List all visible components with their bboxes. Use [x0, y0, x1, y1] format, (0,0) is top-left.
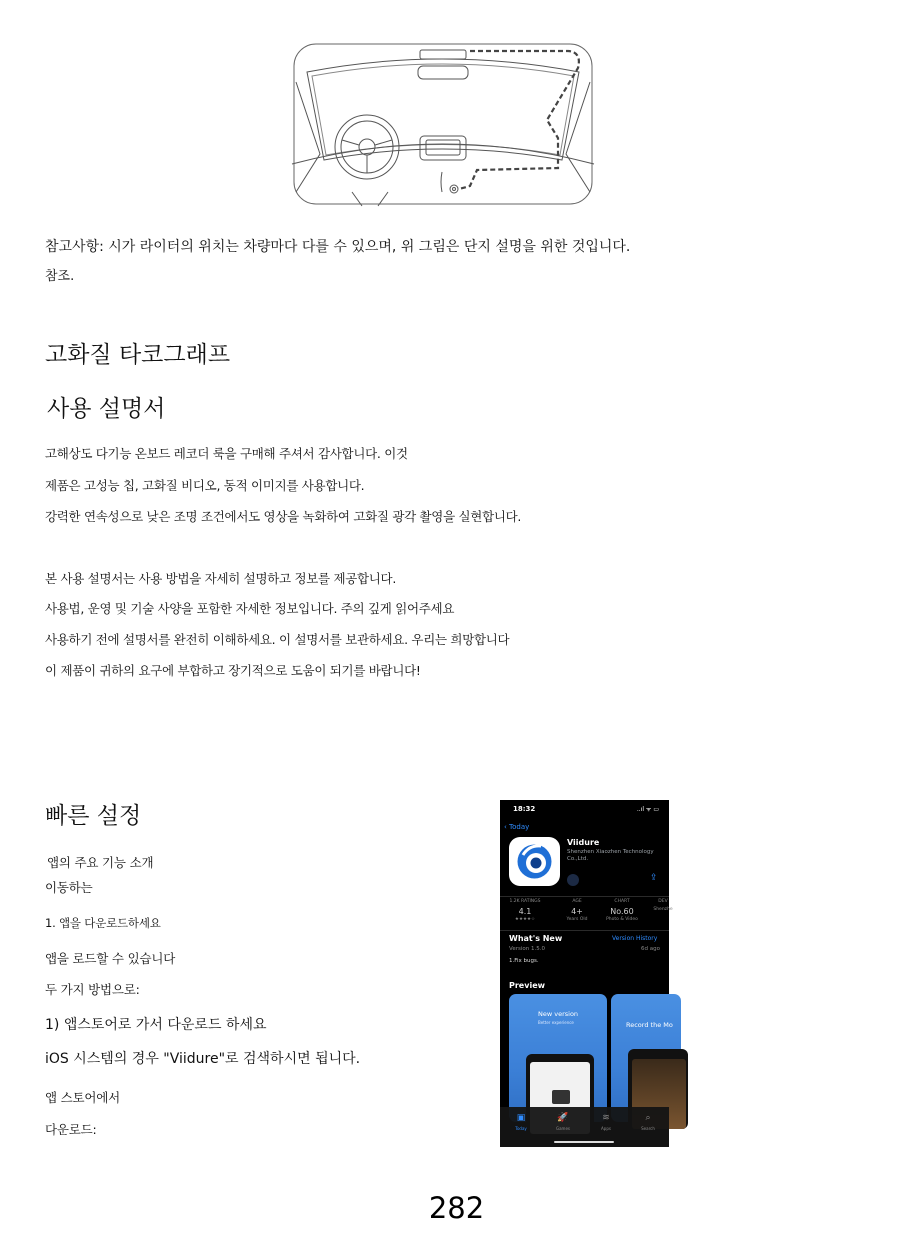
note-reference: 참조. [45, 269, 75, 284]
quick-setup-line: 앱의 주요 기능 소개 [47, 855, 154, 870]
tab-label: Today [515, 1126, 527, 1131]
tab-search[interactable] [631, 1113, 665, 1131]
whats-new-heading: What's New [509, 934, 563, 943]
home-indicator [554, 1141, 614, 1143]
intro-line: 고해상도 다기능 온보드 레코더 룩을 구매해 주셔서 감사합니다. 이것 [45, 446, 408, 461]
stat-value: No.60 [610, 907, 634, 916]
stat-age [557, 899, 597, 922]
tab-label: Games [556, 1126, 570, 1131]
version-label: Version 1.5.0 [509, 946, 545, 952]
intro-line: 사용하기 전에 설명서를 완전히 이해하세요. 이 설명서를 보관하세요. 우리는 희망합니다 [45, 632, 510, 647]
stat-value: 4+ [571, 907, 583, 916]
stat-ratings [505, 899, 545, 922]
tab-label: Apps [601, 1126, 611, 1131]
version-age: 6d ago [641, 946, 660, 952]
app-developer: Shenzhen Xiaozhen Technology Co.,Ltd. [567, 849, 654, 862]
quick-setup-line: 1) 앱스토어로 가서 다운로드 하세요 [45, 1017, 267, 1033]
intro-line: 제품은 고성능 칩, 고화질 비디오, 동적 이미지를 사용합니다. [45, 478, 365, 493]
stat-value: 4.1 [518, 907, 532, 916]
rocket-icon: 🚀 [557, 1113, 569, 1123]
preview-card[interactable] [509, 994, 607, 1122]
tab-label: Search [641, 1126, 655, 1131]
preview-card-title: New version [538, 1010, 579, 1018]
intro-line: 이 제품이 귀하의 요구에 부합하고 장기적으로 도움이 되기를 바랍니다! [45, 663, 421, 678]
back-link[interactable]: ‹ Today [504, 823, 530, 831]
quick-setup-line: 두 가지 방법으로: [45, 982, 140, 997]
stat-head: CHART [614, 899, 630, 904]
preview-card-title: Record the Mo [626, 1021, 673, 1029]
search-icon: ⌕ [645, 1113, 651, 1123]
quick-setup-line: 이동하는 [45, 880, 93, 895]
heading-subtitle: 사용 설명서 [47, 396, 166, 422]
tab-today[interactable] [504, 1113, 538, 1131]
preview-card-subtitle: Better experience [538, 1020, 574, 1025]
tab-apps[interactable] [589, 1113, 623, 1131]
back-label: Today [509, 823, 530, 831]
quick-setup-line: 앱 스토어에서 [45, 1090, 121, 1105]
stat-developer [643, 899, 683, 912]
car-interior-illustration [292, 42, 594, 206]
intro-line: 사용법, 운영 및 기술 사양을 포함한 자세한 정보입니다. 주의 깊게 읽어주세요 [45, 601, 455, 616]
intro-line: 강력한 연속성으로 낮은 조명 조건에서도 영상을 녹화하여 고화질 광각 촬영을 실현합니다. [45, 509, 522, 524]
intro-line: 본 사용 설명서는 사용 방법을 자세히 설명하고 정보를 제공합니다. [45, 571, 396, 586]
quick-setup-title: 빠른 설정 [45, 803, 142, 829]
app-name: Viidure [567, 838, 600, 847]
quick-setup-line: iOS 시스템의 경우 "Viidure"로 검색하시면 됩니다. [45, 1051, 361, 1067]
app-store-screenshot [500, 800, 673, 1147]
stat-sub: ★★★★☆ [514, 917, 536, 922]
preview-card[interactable] [611, 994, 681, 1122]
release-notes: 1.Fix bugs. [509, 958, 539, 964]
stat-sub: Shenzhe [653, 907, 673, 912]
tab-games[interactable] [546, 1113, 580, 1131]
note-text: 참고사항: 시가 라이터의 위치는 차량마다 다를 수 있으며, 위 그림은 단지 설명을 위한 것입니다. [45, 239, 631, 255]
share-icon[interactable]: ⇪ [650, 873, 658, 883]
stat-head: AGE [572, 899, 582, 904]
stat-sub: Photo & Video [606, 917, 638, 922]
version-history-link[interactable]: Version History [612, 935, 658, 942]
layers-icon: ≋ [602, 1113, 610, 1123]
preview-heading: Preview [509, 981, 546, 990]
status-time: 18:32 [513, 805, 536, 813]
heading-title: 고화질 타코그래프 [45, 342, 231, 368]
status-icons: ..ıl ᯤ ▭ [636, 806, 659, 813]
page-number: 282 [428, 1191, 485, 1225]
viidure-app-icon [509, 837, 560, 886]
stat-sub: Years Old [566, 917, 588, 922]
quick-setup-line: 앱을 로드할 수 있습니다 [45, 951, 176, 966]
quick-setup-line: 1. 앱을 다운로드하세요 [45, 916, 161, 930]
stat-chart [602, 899, 642, 922]
download-button[interactable] [567, 874, 579, 886]
quick-setup-line: 다운로드: [45, 1122, 97, 1137]
stat-head: 1.2K RATINGS [509, 899, 541, 904]
today-icon: ▣ [516, 1113, 526, 1123]
stat-head: DEV [658, 899, 668, 904]
